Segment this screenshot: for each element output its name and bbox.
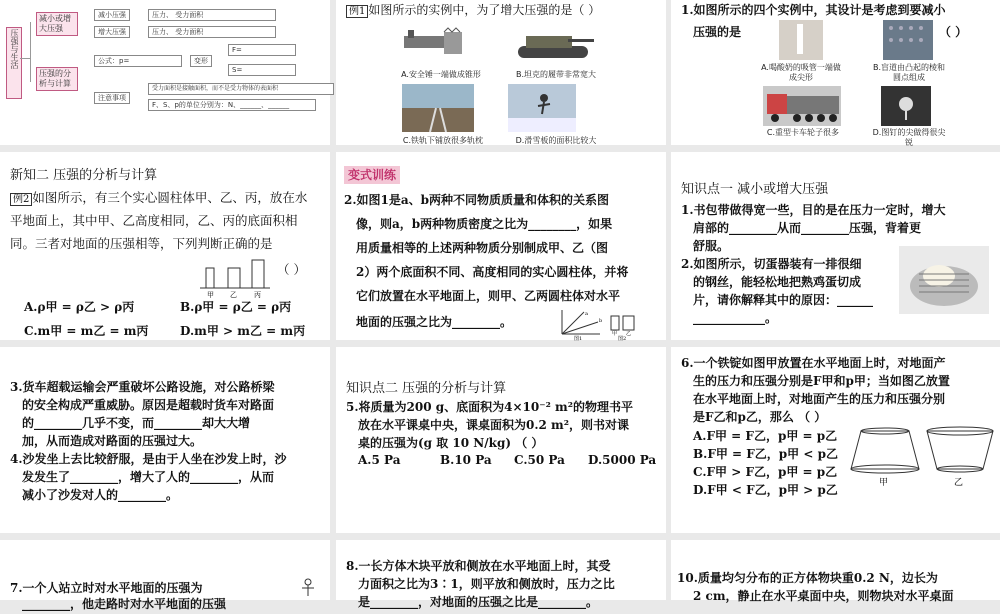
question-6-line-3: 在水平地面上时，对地面产生的压力和压强分别 — [693, 392, 946, 406]
safety-hammer-image — [398, 22, 474, 66]
connector — [30, 22, 31, 82]
question-4-line-1: 4.沙发坐上去比较舒服，是由于人坐在沙发上时，沙 — [10, 452, 287, 466]
section-title: 知识点一 减小或增大压强 — [681, 182, 829, 197]
thumbtack-image — [881, 86, 931, 126]
mind-map-branch-analysis: 压强的分析与计算 — [36, 67, 78, 91]
mind-map-panel — [0, 0, 330, 145]
question-5-line-1: 5.将质量为200 g、底面积为4×10⁻² m²的物理书平 — [346, 400, 633, 414]
question-7-line-1: 7.一个人站立时对水平地面的压强为 — [10, 581, 203, 595]
mind-map-force-formula: F= — [228, 44, 296, 56]
answer-paren: （ ） — [277, 262, 306, 277]
example-2-line-1: 例2 如图所示，有三个实心圆柱体甲、乙、丙，放在水 — [10, 188, 307, 210]
ski-image — [508, 84, 576, 132]
mind-map-note-1: 受力面积是接触面积，而不是受力物体的表面积 — [148, 83, 334, 95]
question-7-line-2: ________，他走路时对水平地面的压强 — [22, 597, 227, 611]
question-7-panel — [0, 540, 330, 611]
option-b: B.ρ甲 = ρ乙 = ρ丙 — [180, 300, 292, 314]
variant-training-tag: 变式训练 — [344, 164, 400, 184]
mass-volume-graph — [558, 308, 604, 340]
option-b: B.F甲 = F乙，p甲 < p乙 — [693, 447, 838, 461]
question-8-line-3: 是________，对地面的压强之比是________。 — [358, 595, 599, 609]
question-2-line-1: 2.如图1是a、b两种不同物质质量和体积的关系图 — [344, 193, 610, 207]
fig-label-bing: 丙 — [254, 291, 261, 299]
straw-image — [779, 20, 823, 60]
question-6-line-1: 6.一个铁锭如图甲放置在水平地面上时，对地面产 — [681, 356, 946, 370]
question-3-line-1: 3.货车超载运输会严重破坏公路设施，对公路桥梁 — [10, 380, 275, 394]
mind-map-reduce: 减小压强 — [94, 9, 130, 21]
caption-d: D.图钉的尖做得很尖锐 — [872, 128, 946, 147]
caption-d: D.滑雪板的面积比较大 — [515, 136, 597, 145]
question-4-line-3: 减小了沙发对人的________。 — [22, 488, 179, 502]
question-2-line-5: 它们放置在水平地面上，则甲、乙两圆柱体对水平 — [356, 289, 621, 303]
mind-map-reduce-detail: 压力、 受力面积 — [148, 9, 276, 21]
cylinders-jia-yi-figure — [608, 310, 638, 340]
question-2-line-3: 用质量相等的上述两种物质分别制成甲、乙（图 — [356, 241, 609, 255]
question-4-line-2: 发发生了________，增大了人的________，从而 — [22, 470, 275, 484]
option-a: A.F甲 = F乙，p甲 = p乙 — [693, 429, 838, 443]
answer-paren: （ ） — [939, 25, 968, 39]
example-1-panel — [336, 0, 666, 145]
caption-b: B.盲道由凸起的棱和圆点组成 — [872, 63, 946, 82]
cylinders-figure — [200, 256, 270, 298]
question-10-panel — [671, 540, 1000, 603]
fig-1-label: 图1 — [574, 336, 583, 342]
question-2-line-2: 像，则a，b两种物质密度之比为________，如果 — [356, 217, 613, 231]
question-8-line-1: 8.一长方体木块平放和侧放在水平地面上时，其受 — [346, 559, 611, 573]
caption-a: A.喝酸奶的吸管一端做成尖形 — [761, 63, 841, 82]
fig-label-yi: 乙 — [954, 478, 964, 488]
question-8-panel — [336, 540, 666, 609]
fig-label-yi: 乙 — [626, 331, 632, 337]
mind-map-notes: 注意事项 — [94, 92, 130, 104]
question-2-line-2: 的钢丝，能轻松地把熟鸡蛋切成 — [693, 275, 862, 289]
question-8-line-2: 力面积之比为3∶1，则平放和侧放时，压力之比 — [358, 577, 615, 591]
heavy-truck-image — [763, 86, 841, 126]
question-2-line-6: 地面的压强之比为________。 — [356, 315, 513, 329]
question-2-line-3: 片，请你解释其中的原因：______ — [693, 293, 874, 307]
option-d: D.5000 Pa — [588, 453, 657, 467]
option-c: C.50 Pa — [514, 453, 565, 467]
mind-map-branch-reduce-increase: 减小或增大压强 — [36, 12, 78, 36]
option-c: C.m甲 = m乙 = m丙 — [24, 324, 149, 338]
option-a: A.5 Pa — [358, 453, 401, 467]
option-b: B.10 Pa — [440, 453, 492, 467]
question-10-line-1: 10.质量均匀分布的正方体物块重0.2 N，边长为 — [677, 571, 938, 585]
question-6-line-4: 是F乙和p乙，那么 （ ） — [693, 410, 827, 424]
fig-2-label: 图2 — [618, 336, 627, 342]
section-title: 新知二 压强的分析与计算 — [10, 168, 158, 183]
question-1-line-3: 舒服。 — [693, 239, 730, 253]
caption-a: A.安全锤一端做成锥形 — [401, 70, 481, 79]
variant-training-panel — [336, 152, 666, 340]
knowledge-point-2-panel — [336, 347, 666, 533]
fig-label-jia: 甲 — [612, 331, 618, 337]
option-d: D.m甲 > m乙 = m丙 — [180, 324, 306, 338]
question-2-line-4: ____________。 — [693, 311, 778, 325]
egg-slicer-image — [899, 246, 989, 314]
graph-line-b: b — [599, 318, 603, 324]
question-2-line-4: 2）两个底面积不同、高度相同的实心圆柱体，并将 — [356, 265, 629, 279]
question-3-line-2: 的安全构成严重威胁。原因是超载时货车对路面 — [22, 398, 275, 412]
question-1-line-1: 1.如图所示的四个实例中，其设计是考虑到要减小 — [681, 3, 946, 17]
questions-3-4-panel — [0, 347, 330, 533]
tactile-paving-image — [883, 20, 933, 60]
question-1-line-2: 肩部的________从而________压强，背着更 — [693, 221, 922, 235]
tank-image — [508, 22, 598, 66]
knowledge-point-1-panel — [671, 152, 1000, 340]
example-2-line-2: 平地面上，其中甲、乙高度相同，乙、丙的底面积相 — [10, 213, 298, 228]
question-1-panel — [671, 0, 1000, 145]
question-10-line-2: 2 cm，静止在水平桌面中央，则物块对水平桌面 — [693, 589, 954, 603]
mind-map-area-formula: S= — [228, 64, 296, 76]
question-5-line-2: 放在水平课桌中央，课桌面积为0.2 m²，则书对课 — [358, 418, 630, 432]
question-1-line-1: 1.书包带做得宽一些，目的是在压力一定时，增大 — [681, 203, 946, 217]
railway-image — [402, 84, 474, 132]
question-3-line-4: 加，从而造成对路面的压强过大。 — [22, 434, 203, 448]
mind-map-root: 压强与生活 — [6, 27, 22, 99]
fig-label-yi: 乙 — [230, 291, 237, 299]
caption-c: C.铁轨下铺放很多轨枕 — [402, 136, 484, 145]
question-3-line-3: 的________几乎不变，而________却大大增 — [22, 416, 251, 430]
example-2-line-3: 同。三者对地面的压强相等，下列判断正确的是 — [10, 236, 273, 251]
question-2-line-1: 2.如图所示，切蛋器装有一排很细 — [681, 257, 862, 271]
person-figure — [296, 578, 320, 600]
mind-map-formula: 公式：p= — [94, 55, 182, 67]
section-title: 知识点二 压强的分析与计算 — [346, 381, 507, 396]
fig-label-jia: 甲 — [879, 478, 889, 488]
mind-map-note-2: F、S、p的单位分别为：N、______、______ — [148, 99, 316, 111]
fig-label-jia: 甲 — [207, 291, 214, 299]
mind-map-transform: 变形 — [190, 55, 212, 67]
iron-ingot-figure — [849, 425, 999, 491]
question-1-line-2: 压强的是 — [693, 25, 742, 39]
question-5-line-3: 桌的压强为(g 取 10 N/kg) （ ） — [358, 436, 544, 450]
question-6-panel — [671, 347, 1000, 533]
option-d: D.F甲 < F乙，p甲 > p乙 — [693, 483, 838, 497]
example-1-question: 例1 如图所示的实例中，为了增大压强的是（ ） — [346, 0, 600, 22]
graph-line-a: a — [585, 311, 588, 317]
connector — [20, 58, 30, 59]
example-2-panel — [0, 152, 330, 340]
question-6-line-2: 生的压力和压强分别是F甲和p甲；当如图乙放置 — [693, 374, 950, 388]
caption-c: C.重型卡车轮子很多 — [766, 128, 840, 137]
option-a: A.ρ甲 = ρ乙 > ρ丙 — [24, 300, 135, 314]
option-c: C.F甲 > F乙，p甲 = p乙 — [693, 465, 838, 479]
mind-map-increase-detail: 压力、 受力面积 — [148, 26, 276, 38]
caption-b: B.坦克的履带非常宽大 — [515, 70, 597, 79]
mind-map-increase: 增大压强 — [94, 26, 130, 38]
